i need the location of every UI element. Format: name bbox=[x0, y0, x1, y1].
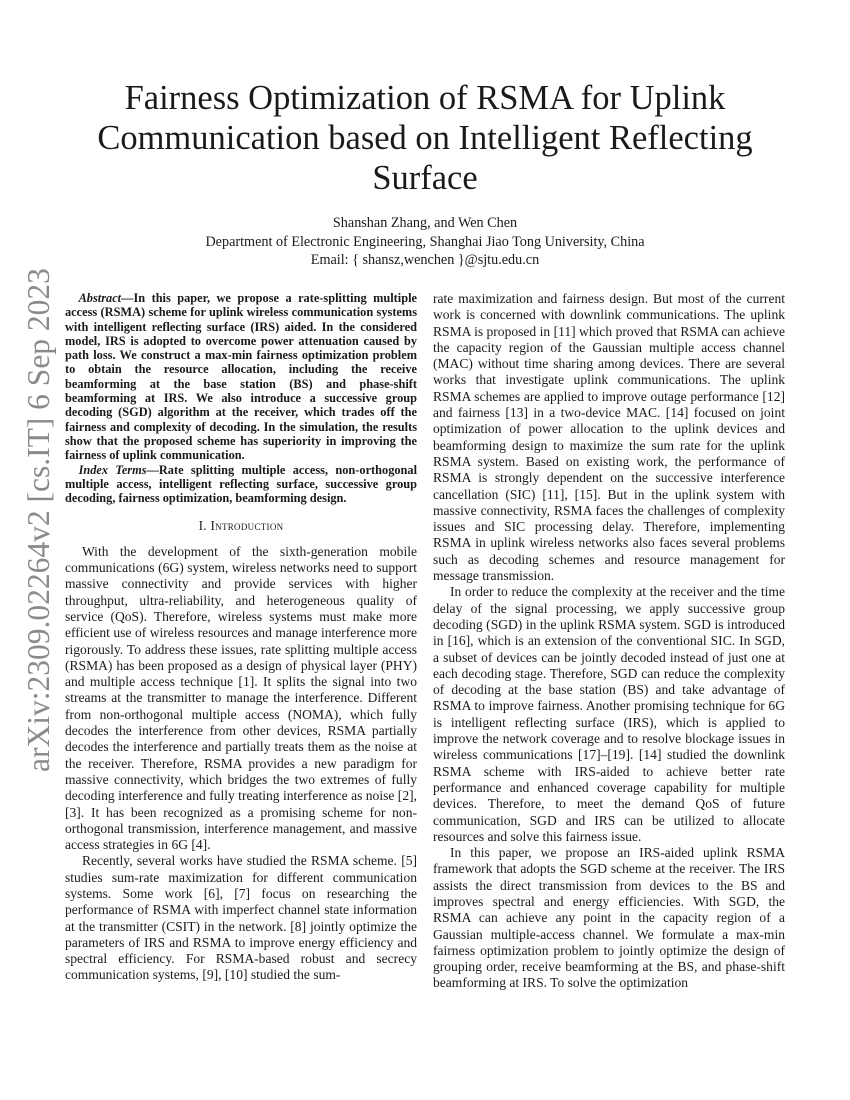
abstract-label: Abstract bbox=[78, 291, 122, 305]
abstract bbox=[65, 291, 417, 505]
index-terms-label: Index Terms bbox=[78, 462, 147, 477]
author-block bbox=[0, 214, 850, 270]
left-column bbox=[65, 291, 417, 984]
paper-title: Fairness Optimization of RSMA for Uplink Communication based on Intelligent Reflecting Surface bbox=[97, 79, 753, 197]
author-affiliation: Department of Electronic Engineering, Shanghai Jiao Tong University, China bbox=[205, 233, 645, 250]
paragraph: Recently, several works have studied the RSMA scheme. [5] studies sum-rate maximization for different communication systems. Some work [6], [7] focus on researching the performance of RSMA with imperfect channel state information at the transmitter (CSIT) in the network. [8] jointly optimize the parameters of IRS and RSMA to improve energy efficiency and spectral efficiency. For RSMA-based robust and secrecy communication systems, [9], [10] studied the sum- bbox=[65, 853, 417, 983]
paragraph: With the development of the sixth-generation mobile communications (6G) system, wireless networks need to support massive connectivity and provide services with higher throughput, ultra-reliability, and heterogeneous quality of service (QoS). Therefore, wireless systems must make more efficient use of wireless resources and manage interference more rigorously. To address these issues, rate splitting multiple access (RSMA) has been proposed as a design of physical layer (PHY) and multiple access technique [1]. It splits the signal into two streams at the transmitter to manage the interference. Different from non-orthogonal multiple access (NOMA), which fully decodes the interference from other devices, RSMA partially decodes the interference and partially treats them as the noise at the receiver. Therefore, RSMA provides a new paradigm for massive connectivity, which bridges the two extremes of fully decoding interference and fully treating interference as noise [2], [3]. It has been recognized as a promising scheme for non-orthogonal transmission, interference management, and massive access strategies in 6G [4]. bbox=[65, 543, 417, 853]
abstract-text: —In this paper, we propose a rate-splitting multiple access (RSMA) scheme for uplink wireless communication systems with intelligent reflecting surface (IRS) aided. In the considered model, IRS is adopted to overcome power attenuation caused by path loss. We construct a max-min fairness optimization problem to obtain the resource allocation, including the receive beamforming at the base station (BS) and phase-shift beamforming at IRS. We also introduce a successive group decoding (SGD) algorithm at the receiver, which trades off the fairness and complexity of decoding. In the simulation, the results show that the proposed scheme has superiority in improving the fairness of uplink communication. bbox=[65, 291, 417, 463]
author-email: Email: { shansz,wenchen }@sjtu.edu.cn bbox=[310, 252, 540, 268]
paragraph: rate maximization and fairness design. But most of the current work is concerned with downlink communications. The uplink RSMA is proposed in [11] which proved that RSMA can achieve the capacity region of the Gaussian multiple access channel (MAC) without time sharing among devices. There are several works that investigate uplink communications. The uplink RSMA schemes are applied to improve outage performance [12] and fairness [13] in a two-device MAC. [14] focused on joint optimization of power allocation to the uplink devices and beamforming design to maximize the sum rate for the uplink RSMA system. Based on existing work, the performance of RSMA is strongly dependent on the successive interference cancellation (SIC) [11], [15]. But in the uplink system with massive connectivity, RSMA faces the challenges of complexity issues and SIC processing delay. Therefore, implementing RSMA in uplink wireless networks also faces several problems such as decoding schemes and resource management for message transmission. bbox=[433, 291, 785, 584]
index-terms-text: —Rate splitting multiple access, non-orthogonal multiple access, intelligent reflecting surface, successive group decoding, fairness optimization, beamforming design. bbox=[65, 462, 418, 506]
paragraph: In order to reduce the complexity at the receiver and the time delay of the signal processing, we apply successive group decoding (SGD) in the uplink RSMA system. SGD is introduced in [16], which is an extension of the conventional SIC. In SGD, a subset of devices can be jointly decoded instead of just one at each decoding stage. Therefore, SGD can reduce the complexity of decoding at the base station (BS) and take advantage of RSMA to improve fairness. Another promising technique for 6G is intelligent reflecting surface (IRS), which is applied to improve the network coverage and to resolve blockage issues in wireless communications [17]–[19]. [14] studied the downlink RSMA scheme with IRS-aided to achieve better rate performance and enhanced coverage capability for multiple devices. Therefore, to meet the demand QoS of future communication, SGD and IRS can be utilized to allocate resources and solve this fairness issue. bbox=[433, 584, 785, 844]
right-column bbox=[433, 291, 785, 992]
arxiv-side-stamp: arXiv:2309.02264v2 [cs.IT] 6 Sep 2023 bbox=[21, 268, 56, 772]
paragraph: In this paper, we propose an IRS-aided uplink RSMA framework that adopts the SGD scheme at the receiver. The IRS assists the direct transmission from devices to the BS and improves spectral and energy efficiencies. With SGD, the RSMA can achieve any point in the capacity region of a Gaussian multiple-access channel. We formulate a max-min fairness optimization problem to jointly optimize the design of grouping order, receive beamforming at the BS, and phase-shift beamforming at IRS. To solve the optimization bbox=[433, 845, 785, 991]
author-names: Shanshan Zhang, and Wen Chen bbox=[332, 215, 518, 231]
section-heading-introduction: I. Introduction bbox=[198, 518, 284, 534]
